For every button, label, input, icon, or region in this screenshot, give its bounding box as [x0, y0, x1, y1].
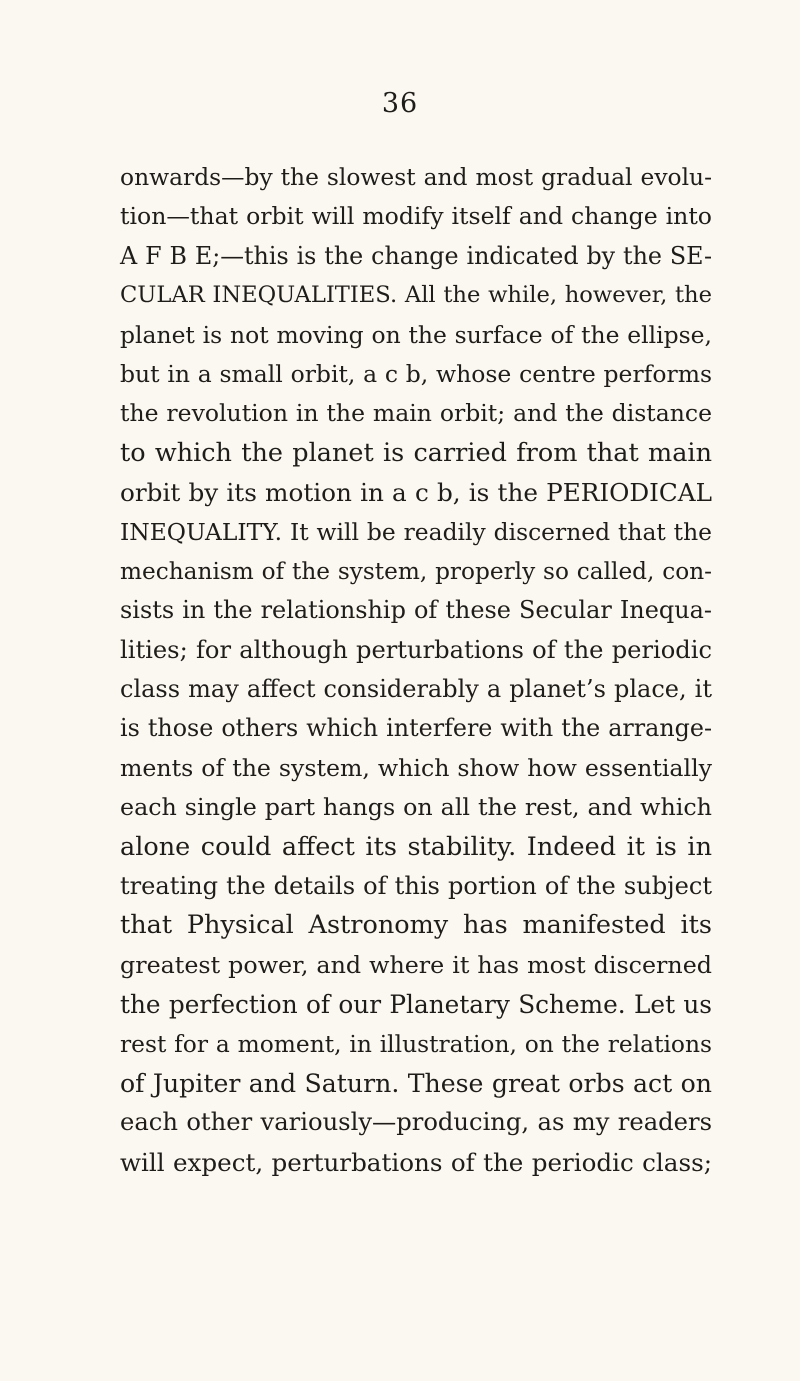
text-line: alone could affect its stability. Indeed it is in	[120, 831, 712, 862]
text-line: tion—that orbit will modify itself and change into	[120, 202, 712, 231]
text-line: is those others which interfere with the arrange-	[120, 714, 712, 743]
body-text	[120, 158, 712, 1182]
text-line: to which the planet is carried from that main	[120, 437, 712, 468]
text-line: CULAR INEQUALITIES. All the while, however, the	[120, 282, 712, 309]
text-line: the revolution in the main orbit; and the distance	[120, 399, 712, 428]
text-line: greatest power, and where it has most discerned	[120, 950, 712, 979]
text-line: onwards—by the slowest and most gradual evolu-	[120, 163, 712, 191]
text-line: each single part hangs on all the rest, and which	[120, 793, 712, 822]
text-line: sists in the relationship of these Secular Inequa-	[120, 596, 712, 625]
text-line: ments of the system, which show how essentially	[120, 753, 712, 782]
text-line: will expect, perturbations of the periodic class;	[120, 1147, 712, 1177]
text-line: but in a small orbit, a c b, whose centre performs	[120, 359, 712, 388]
text-line: INEQUALITY. It will be readily discerned that the	[120, 517, 712, 546]
text-line: that Physical Astronomy has manifested its	[120, 910, 712, 941]
text-line: treating the details of this portion of the subject	[120, 872, 712, 901]
text-line: mechanism of the system, properly so called, con-	[120, 557, 712, 585]
text-line: A F B E;—this is the change indicated by the SE-	[120, 241, 712, 270]
text-line: orbit by its motion in a c b, is the PERIODICAL	[120, 478, 712, 508]
text-line: class may affect considerably a planet’s place, it	[120, 675, 712, 704]
page-number: 36	[381, 88, 419, 119]
text-line: each other variously—producing, as my readers	[120, 1108, 712, 1137]
text-line: planet is not moving on the surface of the ellipse,	[120, 320, 712, 349]
text-line: the perfection of our Planetary Scheme. Let us	[120, 990, 712, 1020]
text-line: rest for a moment, in illustration, on the relations	[120, 1029, 712, 1058]
text-line: of Jupiter and Saturn. These great orbs act on	[120, 1068, 712, 1098]
text-line: lities; for although perturbations of the periodic	[120, 635, 712, 664]
